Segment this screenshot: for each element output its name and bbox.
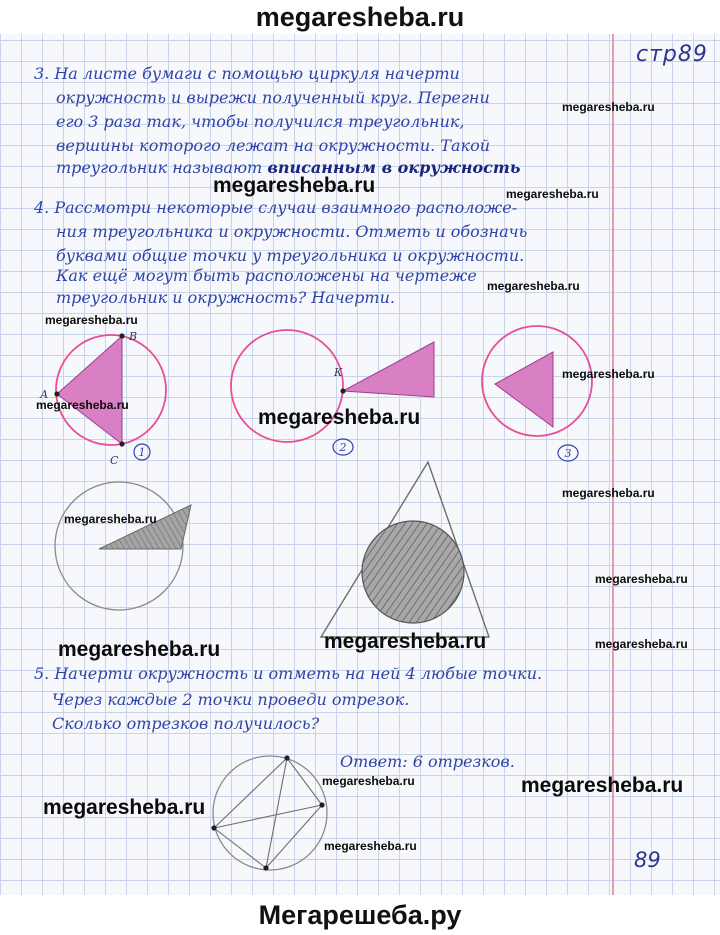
fig2-number: 2	[339, 441, 347, 454]
figure-2	[231, 330, 434, 455]
segment-4	[214, 805, 322, 828]
watermark: megaresheba.ru	[521, 774, 684, 797]
watermark: megaresheba.ru	[506, 187, 599, 201]
task5-figure	[211, 755, 327, 870]
notebook-page	[0, 34, 720, 895]
task5-line-3: Сколько отрезков получилось?	[52, 714, 320, 733]
point-2	[319, 802, 324, 807]
fig3-triangle	[495, 352, 553, 427]
watermark: megaresheba.ru	[213, 174, 376, 197]
watermark: megaresheba.ru	[595, 637, 688, 651]
watermark: megaresheba.ru	[43, 796, 206, 819]
watermark: megaresheba.ru	[324, 630, 487, 653]
drawings-canvas	[0, 34, 720, 895]
watermark: megaresheba.ru	[562, 367, 655, 381]
extra-right-disk	[362, 521, 464, 623]
point-4	[263, 865, 268, 870]
watermark: megaresheba.ru	[562, 100, 655, 114]
page-reference: стр89	[636, 42, 708, 67]
point-1	[284, 755, 289, 760]
watermark: megaresheba.ru	[36, 398, 129, 412]
task4-line-3: буквами общие точки у треугольника и окружности.	[56, 246, 525, 265]
fig2-point-k	[340, 388, 345, 393]
task3-line-3: его 3 раза так, чтобы получился треугольник,	[56, 112, 465, 131]
watermark: megaresheba.ru	[45, 313, 138, 327]
task3-line-2: окружность и вырежи полученный круг. Перегни	[56, 88, 490, 107]
fig2-triangle	[343, 342, 434, 397]
page-number: 89	[634, 848, 661, 872]
task3-emphasis: вписанным в окружность	[267, 158, 521, 177]
fig1-point-b	[119, 333, 124, 338]
fig1-label-b: В	[129, 330, 138, 343]
task4-line-2: ния треугольника и окружности. Отметь и обозначь	[56, 222, 528, 241]
task5-line-2: Через каждые 2 точки проведи отрезок.	[52, 690, 410, 709]
fig1-point-a	[54, 391, 59, 396]
watermark: megaresheba.ru	[595, 572, 688, 586]
fig1-label-c: С	[110, 454, 119, 467]
task5-line-1: 5. Начерти окружность и отметь на ней 4 любые точки.	[34, 664, 543, 683]
fig1-number: 1	[138, 446, 146, 459]
site-footer: Мегарешеба.ру	[0, 895, 720, 935]
watermark: megaresheba.ru	[58, 638, 221, 661]
task4-line-5: треугольник и окружность? Начерти.	[56, 288, 395, 307]
watermark: megaresheba.ru	[258, 406, 421, 429]
task3-line-1: 3. На листе бумаги с помощью циркуля начерти	[34, 64, 460, 83]
point-3	[211, 825, 216, 830]
watermark: megaresheba.ru	[322, 774, 415, 788]
segment-5	[266, 805, 322, 868]
task3-line-5-text: треугольник называют	[56, 158, 263, 177]
fig3-number: 3	[564, 447, 572, 460]
watermark: megaresheba.ru	[562, 486, 655, 500]
extra-figure-left	[55, 482, 191, 610]
task4-line-4: Как ещё могут быть расположены на чертеже	[56, 266, 477, 285]
extra-figure-right	[321, 462, 489, 637]
task3-line-4: вершины которого лежат на окружности. Такой	[56, 136, 490, 155]
watermark: megaresheba.ru	[64, 512, 157, 526]
watermark: megaresheba.ru	[487, 279, 580, 293]
fig2-label-k: К	[334, 366, 343, 379]
fig1-triangle	[57, 336, 122, 444]
watermark: megaresheba.ru	[324, 839, 417, 853]
task5-answer: Ответ: 6 отрезков.	[340, 752, 515, 771]
fig1-label-a: А	[40, 388, 49, 401]
figure-3	[482, 326, 592, 461]
site-header: megaresheba.ru	[0, 0, 720, 34]
task4-line-1: 4. Рассмотри некоторые случаи взаимного расположе-	[34, 198, 518, 217]
fig1-point-c	[119, 441, 124, 446]
